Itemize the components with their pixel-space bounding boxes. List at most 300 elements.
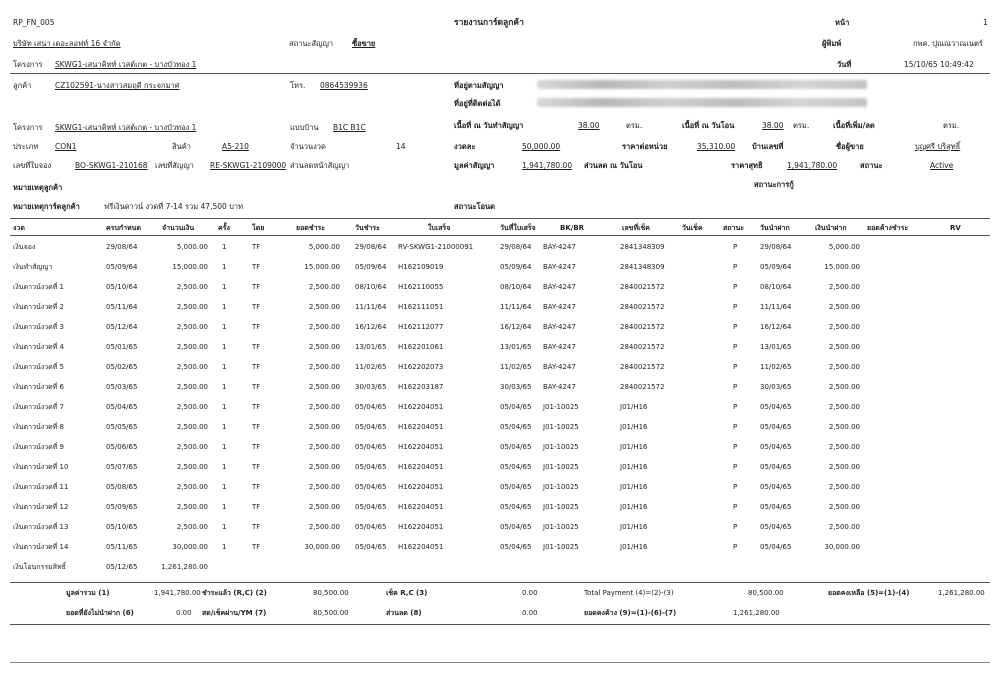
table-row <box>0 358 1000 378</box>
cell-status: P <box>733 483 738 491</box>
cell-amount: 30,000.00 <box>172 543 208 551</box>
cell-times: 1 <box>222 283 227 291</box>
cell-deposit-amount: 2,500.00 <box>828 423 860 431</box>
col-header-bk-br: BK/BR <box>560 224 585 232</box>
cell-times: 1 <box>222 383 227 391</box>
customer-label: ลูกค้า <box>13 81 32 90</box>
cell-paid: 15,000.00 <box>304 263 340 271</box>
summary-discount-label: ส่วนลด (8) <box>386 609 422 617</box>
cell-installment: เงินดาวน์งวดที่ 10 <box>13 463 69 471</box>
cell-paid: 2,500.00 <box>308 383 340 391</box>
cell-by: TF <box>252 443 261 451</box>
cell-installment: เงินดาวน์งวดที่ 8 <box>13 423 64 431</box>
cheque-value: 0.00 <box>522 589 538 597</box>
cell-installment: เงินดาวน์งวดที่ 12 <box>13 503 69 511</box>
col-header-deposit-date: วันนำฝาก <box>760 224 790 232</box>
cell-deposit-amount: 2,500.00 <box>828 303 860 311</box>
cell-amount: 2,500.00 <box>176 283 208 291</box>
cell-cheque-no: 2841348309 <box>620 263 665 271</box>
cell-paid: 2,500.00 <box>308 363 340 371</box>
col-header-cheque-date: วันเช็ค <box>682 224 703 232</box>
cell-status: P <box>733 303 738 311</box>
cell-bk-br: BAY-4247 <box>543 283 576 291</box>
cell-receipt-date: 05/04/65 <box>500 423 532 431</box>
cell-deposit-date: 05/09/64 <box>760 263 792 271</box>
cell-pay-date: 05/04/65 <box>355 423 387 431</box>
project-value: SKWG1-เสนาคิทท์ เวสต์เกต - บางบัวทอง 1 <box>55 60 197 69</box>
cell-bk-br: J01-10025 <box>543 463 579 471</box>
total-value-label: มูลค่ารวม (1) <box>66 589 110 597</box>
installments-value: 14 <box>396 142 406 151</box>
cell-deposit-date: 05/04/65 <box>760 483 792 491</box>
cell-installment: เงินดาวน์งวดที่ 4 <box>13 343 64 351</box>
cell-amount: 2,500.00 <box>176 403 208 411</box>
cell-deposit-amount: 2,500.00 <box>828 403 860 411</box>
cell-cheque-no: 2840021572 <box>620 343 665 351</box>
col-header-receipt-date: วันที่ใบเสร็จ <box>500 224 536 232</box>
col-header-due-date: ครบกำหนด <box>106 224 141 232</box>
cell-by: TF <box>252 303 261 311</box>
cell-deposit-date: 05/04/65 <box>760 543 792 551</box>
cell-due-date: 05/01/65 <box>106 343 138 351</box>
cell-installment: เงินจอง <box>13 243 36 251</box>
cell-times: 1 <box>222 263 227 271</box>
cell-receipt: H162203187 <box>398 383 444 391</box>
page-label: หน้า <box>835 18 850 27</box>
cell-by: TF <box>252 363 261 371</box>
cell-status: P <box>733 463 738 471</box>
cell-deposit-amount: 2,500.00 <box>828 283 860 291</box>
report-code: RP_FN_005 <box>13 18 55 27</box>
cell-deposit-date: 05/04/65 <box>760 443 792 451</box>
cell-receipt: RV-SKWG1-21000091 <box>398 243 474 251</box>
cell-receipt-date: 05/04/65 <box>500 463 532 471</box>
cell-status: P <box>733 423 738 431</box>
cell-receipt-date: 05/04/65 <box>500 403 532 411</box>
cell-pay-date: 05/04/65 <box>355 463 387 471</box>
table-row <box>0 478 1000 498</box>
cell-installment: เงินทำสัญญา <box>13 263 53 271</box>
cell-paid: 2,500.00 <box>308 343 340 351</box>
cell-by: TF <box>252 243 261 251</box>
company-name: บริษัท เสนา เดอะลอฟท์ 16 จำกัด <box>13 39 121 48</box>
cell-cheque-no: 2841348309 <box>620 243 665 251</box>
card-note-value: ฟรีเงินดาวน์ งวดที่ 7-14 รวม 47,500 บาท <box>104 202 244 211</box>
page-bottom-rule <box>10 662 990 663</box>
cell-paid: 30,000.00 <box>304 543 340 551</box>
table-row <box>0 338 1000 358</box>
cell-pay-date: 08/10/64 <box>355 283 387 291</box>
transfer-discount-label: ส่วนลด ณ วันโอน <box>584 161 643 170</box>
cell-receipt: H162112077 <box>398 323 444 331</box>
cell-cheque-no: J01/H16 <box>620 443 648 451</box>
contract-status-value: ซื้อขาย <box>352 39 376 48</box>
card-note-label: หมายเหตุการ์ดลูกค้า <box>13 202 80 211</box>
cheque-label: เช็ค R,C (3) <box>386 589 428 597</box>
cell-times: 1 <box>222 323 227 331</box>
table-row <box>0 518 1000 538</box>
cell-receipt: H162202073 <box>398 363 444 371</box>
cell-deposit-amount: 2,500.00 <box>828 323 860 331</box>
booking-value: BO-SKWG1-210168 <box>75 161 148 170</box>
cell-status: P <box>733 283 738 291</box>
loan-status-label: สถานะการกู้ <box>754 180 794 189</box>
date-label: วันที่ <box>837 60 852 69</box>
cell-cheque-no: J01/H16 <box>620 403 648 411</box>
contract-value-value: 1,941,780.00 <box>522 161 573 170</box>
per-installment-label: งวดละ <box>454 142 476 151</box>
tel-value: 0864539936 <box>320 81 368 90</box>
cell-receipt-date: 16/12/64 <box>500 323 532 331</box>
price-per-unit-value: 35,310.00 <box>697 142 736 151</box>
cell-receipt-date: 08/10/64 <box>500 283 532 291</box>
cell-paid: 2,500.00 <box>308 323 340 331</box>
col-header-rv: RV <box>950 224 961 232</box>
net-price-value: 1,941,780.00 <box>787 161 838 170</box>
cell-paid: 2,500.00 <box>308 423 340 431</box>
cell-status: P <box>733 503 738 511</box>
cell-receipt-date: 13/01/65 <box>500 343 532 351</box>
cell-pay-date: 05/04/65 <box>355 483 387 491</box>
tel-label: โทร. <box>290 81 306 90</box>
cell-installment: เงินดาวน์งวดที่ 6 <box>13 383 64 391</box>
cell-by: TF <box>252 323 261 331</box>
table-row <box>0 438 1000 458</box>
cell-paid: 2,500.00 <box>308 443 340 451</box>
cell-deposit-amount: 2,500.00 <box>828 363 860 371</box>
booking-label: เลขที่ใบจอง <box>13 161 52 170</box>
col-header-outstanding: ยอดค้างชำระ <box>867 224 909 232</box>
sqm-unit: ตรม. <box>626 121 643 130</box>
cell-deposit-date: 05/04/65 <box>760 403 792 411</box>
cell-status: P <box>733 323 738 331</box>
cell-amount: 2,500.00 <box>176 343 208 351</box>
cell-bk-br: J01-10025 <box>543 543 579 551</box>
cell-receipt-date: 11/02/65 <box>500 363 532 371</box>
plan-label: แบบบ้าน <box>290 123 319 132</box>
cell-deposit-date: 13/01/65 <box>760 343 792 351</box>
cell-status: P <box>733 363 738 371</box>
summary-bottom-rule <box>10 624 990 625</box>
cell-amount: 2,500.00 <box>176 483 208 491</box>
cell-times: 1 <box>222 463 227 471</box>
cell-deposit-amount: 15,000.00 <box>824 263 860 271</box>
cell-paid: 2,500.00 <box>308 283 340 291</box>
cell-deposit-amount: 2,500.00 <box>828 383 860 391</box>
cell-deposit-date: 11/02/65 <box>760 363 792 371</box>
cell-status: P <box>733 403 738 411</box>
plan-value: B1C B1C <box>333 123 366 132</box>
cell-times: 1 <box>222 523 227 531</box>
cell-pay-date: 05/04/65 <box>355 443 387 451</box>
cell-times: 1 <box>222 243 227 251</box>
cell-pay-date: 16/12/64 <box>355 323 387 331</box>
cell-by: TF <box>252 543 261 551</box>
cell-status: P <box>733 383 738 391</box>
cell-installment: เงินดาวน์งวดที่ 9 <box>13 443 64 451</box>
cell-pay-date: 05/09/64 <box>355 263 387 271</box>
cell-bk-br: BAY-4247 <box>543 243 576 251</box>
cell-deposit-amount: 2,500.00 <box>828 463 860 471</box>
cell-receipt: H162204051 <box>398 423 444 431</box>
outstanding-label: ยอดคงค้าง (9)=(1)-(6)-(7) <box>584 609 677 617</box>
cell-due-date: 05/06/65 <box>106 443 138 451</box>
cell-by: TF <box>252 403 261 411</box>
transfer-status-label: สถานะโอนด <box>454 202 496 211</box>
table-row <box>0 298 1000 318</box>
cell-due-date: 05/03/65 <box>106 383 138 391</box>
total-payment-label: Total Payment (4)=(2)-(3) <box>584 589 674 597</box>
col-header-status: สถานะ <box>723 224 744 232</box>
cell-installment: เงินโอนกรรมสิทธิ์ <box>13 563 66 571</box>
cell-cheque-no: J01/H16 <box>620 463 648 471</box>
cell-cheque-no: 2840021572 <box>620 303 665 311</box>
project-label-2: โครงการ <box>13 123 43 132</box>
cell-receipt-date: 05/09/64 <box>500 263 532 271</box>
cell-times: 1 <box>222 343 227 351</box>
product-value: A5-210 <box>222 142 249 151</box>
cell-due-date: 05/11/65 <box>106 543 138 551</box>
cell-pay-date: 05/04/65 <box>355 403 387 411</box>
cell-deposit-date: 05/04/65 <box>760 463 792 471</box>
table-row <box>0 538 1000 558</box>
cell-cheque-no: J01/H16 <box>620 543 648 551</box>
cell-deposit-amount: 2,500.00 <box>828 343 860 351</box>
cell-cheque-no: 2840021572 <box>620 323 665 331</box>
cell-receipt: H162204051 <box>398 463 444 471</box>
addr-contract-label: ที่อยู่ตามสัญญา <box>454 81 504 90</box>
cell-installment: เงินดาวน์งวดที่ 7 <box>13 403 64 411</box>
table-row <box>0 418 1000 438</box>
cell-pay-date: 05/04/65 <box>355 543 387 551</box>
table-row <box>0 318 1000 338</box>
printer-value: กพค. ปุณณวาณเนตร์ <box>913 39 983 48</box>
cell-deposit-amount: 2,500.00 <box>828 523 860 531</box>
table-row <box>0 238 1000 258</box>
cell-receipt-date: 30/03/65 <box>500 383 532 391</box>
cell-amount: 2,500.00 <box>176 523 208 531</box>
paid-value: 80,500.00 <box>313 589 349 597</box>
table-row <box>0 398 1000 418</box>
cell-installment: เงินดาวน์งวดที่ 5 <box>13 363 64 371</box>
cell-paid: 2,500.00 <box>308 523 340 531</box>
undeposited-label: ยอดที่ยังไม่นำฝาก (6) <box>66 609 134 617</box>
cell-installment: เงินดาวน์งวดที่ 13 <box>13 523 69 531</box>
cell-bk-br: BAY-4247 <box>543 303 576 311</box>
cell-status: P <box>733 523 738 531</box>
col-header-deposit-amount: เงินนำฝาก <box>815 224 847 232</box>
cell-paid: 2,500.00 <box>308 483 340 491</box>
ym-label: สด/เช็คผ่าน/YM (7) <box>202 609 267 617</box>
customer-note-label: หมายเหตุลูกค้า <box>13 183 63 192</box>
cell-paid: 2,500.00 <box>308 303 340 311</box>
cell-bk-br: BAY-4247 <box>543 343 576 351</box>
cell-deposit-date: 29/08/64 <box>760 243 792 251</box>
balance-value: 1,261,280.00 <box>938 589 985 597</box>
cell-receipt-date: 05/04/65 <box>500 443 532 451</box>
cell-bk-br: BAY-4247 <box>543 263 576 271</box>
cell-amount: 2,500.00 <box>176 443 208 451</box>
cell-pay-date: 05/04/65 <box>355 503 387 511</box>
cell-by: TF <box>252 383 261 391</box>
area-add-label: เนื้อที่เพิ่ม/ลด <box>833 121 875 130</box>
area-transfer-label: เนื้อที่ ณ วันโอน <box>682 121 735 130</box>
house-no-label: บ้านเลขที่ <box>752 142 784 151</box>
cell-pay-date: 05/04/65 <box>355 523 387 531</box>
cell-cheque-no: J01/H16 <box>620 483 648 491</box>
addr-contact-label: ที่อยู่ที่ติดต่อได้ <box>454 99 501 108</box>
cell-receipt-date: 05/04/65 <box>500 483 532 491</box>
cell-pay-date: 13/01/65 <box>355 343 387 351</box>
outstanding-value: 1,261,280.00 <box>733 609 780 617</box>
cell-deposit-amount: 2,500.00 <box>828 443 860 451</box>
cell-amount: 2,500.00 <box>176 463 208 471</box>
area-transfer-value: 38.00 <box>762 121 784 130</box>
table-row <box>0 498 1000 518</box>
balance-label: ยอดคงเหลือ (5)=(1)-(4) <box>828 589 910 597</box>
cell-cheque-no: 2840021572 <box>620 383 665 391</box>
cell-due-date: 05/11/64 <box>106 303 138 311</box>
table-row <box>0 258 1000 278</box>
cell-receipt-date: 05/04/65 <box>500 503 532 511</box>
contract-value-label: มูลค่าสัญญา <box>454 161 495 170</box>
contract-status-label: สถานะสัญญา <box>289 39 334 48</box>
cell-cheque-no: J01/H16 <box>620 503 648 511</box>
project-label: โครงการ <box>13 60 43 69</box>
cell-amount: 2,500.00 <box>176 423 208 431</box>
col-header-pay-date: วันชำระ <box>355 224 380 232</box>
cell-receipt: H162204051 <box>398 503 444 511</box>
cell-times: 1 <box>222 443 227 451</box>
status-value: Active <box>930 161 954 170</box>
cell-due-date: 05/05/65 <box>106 423 138 431</box>
table-row <box>0 278 1000 298</box>
cell-bk-br: BAY-4247 <box>543 323 576 331</box>
cell-pay-date: 29/08/64 <box>355 243 387 251</box>
cell-receipt: H162204051 <box>398 523 444 531</box>
contract-no-label: เลขที่สัญญา <box>155 161 194 170</box>
redacted-address <box>537 98 867 107</box>
col-header-by: โดย <box>252 224 265 232</box>
paid-label: ชำระแล้ว (R,C) (2) <box>202 589 267 597</box>
table-row <box>0 378 1000 398</box>
total-value: 1,941,780.00 <box>154 589 201 597</box>
area-contract-value: 38.00 <box>578 121 600 130</box>
product-label: สินค้า <box>172 142 191 151</box>
cell-cheque-no: J01/H16 <box>620 423 648 431</box>
col-header-cheque-no: เลขที่เช็ค <box>622 224 650 232</box>
cell-amount: 2,500.00 <box>176 383 208 391</box>
project-value-2: SKWG1-เสนาคิทท์ เวสต์เกต - บางบัวทอง 1 <box>55 123 197 132</box>
cell-bk-br: J01-10025 <box>543 523 579 531</box>
cell-bk-br: J01-10025 <box>543 423 579 431</box>
col-header-amount: จำนวนเงิน <box>162 224 195 232</box>
col-header-times: ครั้ง <box>218 224 230 232</box>
cell-due-date: 05/12/64 <box>106 323 138 331</box>
cell-due-date: 05/02/65 <box>106 363 138 371</box>
cell-deposit-amount: 5,000.00 <box>828 243 860 251</box>
cell-by: TF <box>252 283 261 291</box>
total-payment-value: 80,500.00 <box>748 589 784 597</box>
sqm-unit: ตรม. <box>943 121 960 130</box>
cell-installment: เงินดาวน์งวดที่ 14 <box>13 543 69 551</box>
table-header-rule <box>10 235 990 236</box>
cell-receipt-date: 11/11/64 <box>500 303 532 311</box>
cell-deposit-date: 05/04/65 <box>760 503 792 511</box>
net-price-label: ราคาสุทธิ <box>731 161 763 170</box>
cell-due-date: 05/10/64 <box>106 283 138 291</box>
cell-receipt-date: 29/08/64 <box>500 243 532 251</box>
cell-due-date: 05/10/65 <box>106 523 138 531</box>
cell-due-date: 05/12/65 <box>106 563 138 571</box>
contract-no-value: RE-SKWG1-2109000 <box>210 161 287 170</box>
cell-amount: 2,500.00 <box>176 363 208 371</box>
cell-receipt: H162204051 <box>398 543 444 551</box>
cell-deposit-date: 11/11/64 <box>760 303 792 311</box>
cell-receipt-date: 05/04/65 <box>500 543 532 551</box>
cell-installment: เงินดาวน์งวดที่ 11 <box>13 483 69 491</box>
cell-times: 1 <box>222 423 227 431</box>
printer-label: ผู้พิมพ์ <box>822 39 842 48</box>
ym-value: 80,500.00 <box>313 609 349 617</box>
cell-paid: 2,500.00 <box>308 503 340 511</box>
cell-installment: เงินดาวน์งวดที่ 3 <box>13 323 64 331</box>
customer-value: CZ102591-นางสาวสมฤดี กระจกมาศ <box>55 81 180 90</box>
cell-by: TF <box>252 523 261 531</box>
price-per-unit-label: ราคาต่อหน่วย <box>622 142 668 151</box>
cell-cheque-no: 2840021572 <box>620 283 665 291</box>
type-label: ประเภท <box>13 142 39 151</box>
cell-receipt: H162109019 <box>398 263 444 271</box>
cell-times: 1 <box>222 543 227 551</box>
cell-due-date: 05/07/65 <box>106 463 138 471</box>
cell-paid: 2,500.00 <box>308 403 340 411</box>
cell-by: TF <box>252 423 261 431</box>
cell-bk-br: J01-10025 <box>543 483 579 491</box>
cell-due-date: 29/08/64 <box>106 243 138 251</box>
installments-label: จำนวนงวด <box>290 142 326 151</box>
cell-receipt: H162201061 <box>398 343 444 351</box>
cell-pay-date: 11/02/65 <box>355 363 387 371</box>
type-value: CON1 <box>55 142 77 151</box>
col-header-installment: งวด <box>13 224 25 232</box>
cell-receipt: H162111051 <box>398 303 444 311</box>
cell-amount: 2,500.00 <box>176 303 208 311</box>
cell-status: P <box>733 243 738 251</box>
col-header-receipt: ใบเสร็จ <box>428 224 451 232</box>
cell-status: P <box>733 443 738 451</box>
cell-bk-br: BAY-4247 <box>543 383 576 391</box>
cell-by: TF <box>252 263 261 271</box>
cell-deposit-date: 16/12/64 <box>760 323 792 331</box>
status-label: สถานะ <box>860 161 883 170</box>
cell-due-date: 05/09/64 <box>106 263 138 271</box>
cell-deposit-amount: 2,500.00 <box>828 483 860 491</box>
cell-amount: 2,500.00 <box>176 503 208 511</box>
cell-times: 1 <box>222 303 227 311</box>
summary-discount-value: 0.00 <box>522 609 538 617</box>
cell-times: 1 <box>222 503 227 511</box>
cell-by: TF <box>252 343 261 351</box>
cell-cheque-no: 2840021572 <box>620 363 665 371</box>
cell-receipt-date: 05/04/65 <box>500 523 532 531</box>
per-installment-value: 50,000.00 <box>522 142 561 151</box>
col-header-paid: ยอดชำระ <box>296 224 326 232</box>
cell-due-date: 05/09/65 <box>106 503 138 511</box>
cell-paid: 5,000.00 <box>308 243 340 251</box>
table-top-rule <box>10 218 990 219</box>
cell-by: TF <box>252 463 261 471</box>
